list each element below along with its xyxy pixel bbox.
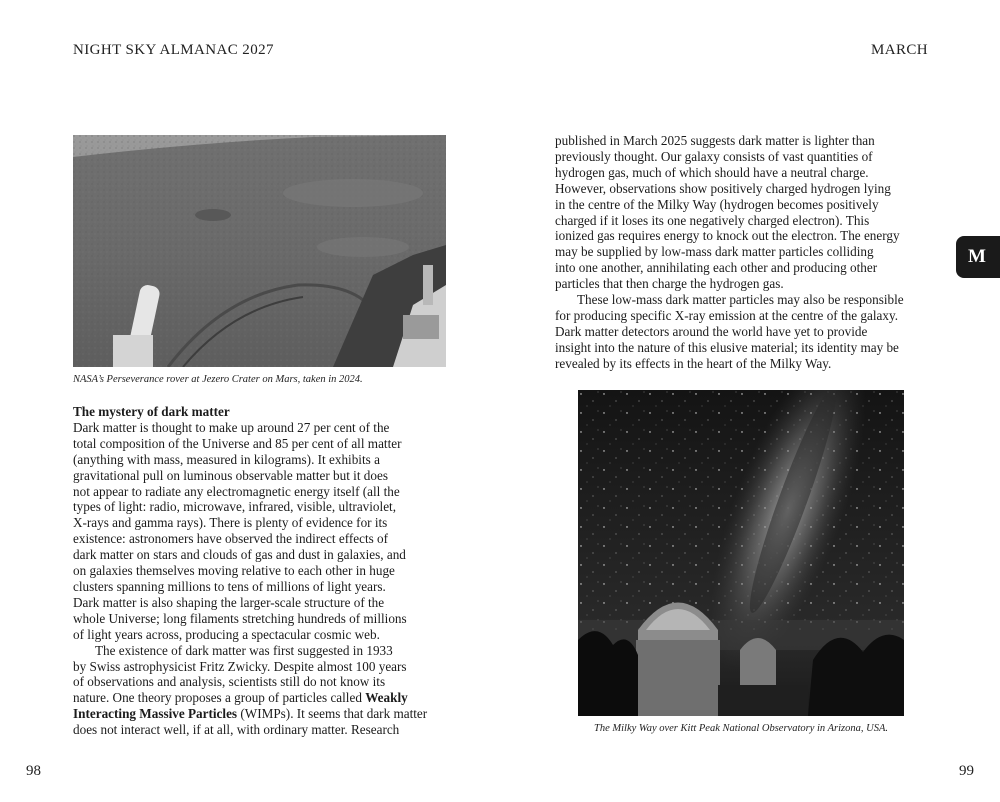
text-line: revealed by its effects in the heart of the Milky Way. bbox=[555, 355, 832, 371]
text-line: existence: astronomers have observed the indirect effects of bbox=[73, 531, 389, 547]
milky-way-photo bbox=[578, 390, 904, 716]
paragraph-1 bbox=[73, 420, 453, 643]
figure-caption-mars: NASA’s Perseverance rover at Jezero Crater on Mars, taken in 2024. bbox=[73, 374, 363, 385]
text-line: clusters spanning millions to tens of millions of light years. bbox=[73, 578, 386, 594]
page-number-left: 98 bbox=[26, 763, 41, 779]
chapter-thumb-tab: M bbox=[956, 236, 1000, 278]
text-run: nature. One theory proposes a group of particles called bbox=[73, 690, 366, 706]
text-line: may be supplied by low-mass dark matter particles colliding bbox=[555, 244, 874, 260]
mars-rover-photo bbox=[73, 135, 446, 367]
text-line: by Swiss astrophysicist Fritz Zwicky. Despite almost 100 years bbox=[73, 658, 407, 674]
text-line: (anything with mass, measured in kilograms). It exhibits a bbox=[73, 451, 380, 467]
text-line: total composition of the Universe and 85 per cent of all matter bbox=[73, 435, 402, 451]
text-line: published in March 2025 suggests dark matter is lighter than bbox=[555, 133, 875, 148]
text-line: charged if it loses its one negatively charged electron). This bbox=[555, 212, 870, 228]
running-head-right: MARCH bbox=[870, 42, 928, 58]
text-line: hydrogen gas, much of which should have a neutral charge. bbox=[555, 164, 869, 180]
text-line: ionized gas requires energy to knock out the electron. The energy bbox=[555, 228, 900, 244]
text-line: Dark matter is thought to make up around 27 per cent of the bbox=[73, 419, 390, 435]
text-line: particles that then charge the hydrogen gas. bbox=[555, 276, 784, 292]
right-page bbox=[500, 0, 1000, 802]
page-number-right: 99 bbox=[959, 763, 974, 779]
text-line: whole Universe; long filaments stretching hundreds of millions bbox=[73, 610, 407, 626]
paragraph-2 bbox=[73, 643, 453, 738]
text-line: dark matter on stars and clouds of gas and dust in galaxies, and bbox=[73, 547, 406, 563]
text-line: These low-mass dark matter particles may also be responsible bbox=[577, 292, 904, 308]
left-body-text bbox=[73, 404, 453, 738]
paragraph-3 bbox=[555, 133, 935, 292]
text-line: of light years across, producing a spectacular cosmic web. bbox=[73, 626, 380, 642]
text-line: does not interact well, if at all, with ordinary matter. Research bbox=[73, 722, 400, 738]
text-line: gravitational pull on luminous observable matter but it does bbox=[73, 467, 388, 483]
text-line bbox=[73, 706, 453, 722]
text-line: insight into the nature of this elusive material; its identity may be bbox=[555, 339, 899, 355]
text-line: on galaxies themselves moving relative to each other in huge bbox=[73, 563, 395, 579]
bold-term: Weakly bbox=[365, 690, 408, 706]
text-line: for producing specific X-ray emission at the centre of the galaxy. bbox=[555, 307, 898, 323]
text-line: Dark matter is also shaping the larger-scale structure of the bbox=[73, 594, 385, 610]
text-line: Dark matter detectors around the world have yet to provide bbox=[555, 323, 868, 339]
figure-caption-milky-way: The Milky Way over Kitt Peak National Observatory in Arizona, USA. bbox=[594, 723, 888, 734]
running-head-left: NIGHT SKY ALMANAC 2027 bbox=[73, 42, 274, 58]
text-line: X-rays and gamma rays). There is plenty of evidence for its bbox=[73, 515, 388, 531]
text-line: The existence of dark matter was first suggested in 1933 bbox=[95, 642, 393, 658]
text-line: of observations and analysis, scientists still do not know its bbox=[73, 674, 386, 690]
text-line: not appear to radiate any electromagnetic energy itself (all the bbox=[73, 483, 400, 499]
text-line: in the centre of the Milky Way (hydrogen becomes positively bbox=[555, 196, 879, 212]
text-line: previously thought. Our galaxy consists of vast quantities of bbox=[555, 148, 873, 164]
text-line: However, observations show positively charged hydrogen lying bbox=[555, 180, 891, 196]
section-heading: The mystery of dark matter bbox=[73, 404, 230, 419]
paragraph-4 bbox=[555, 292, 935, 372]
text-line bbox=[73, 690, 453, 706]
bold-term: Interacting Massive Particles bbox=[73, 706, 238, 722]
text-line: into one another, annihilating each other and producing other bbox=[555, 260, 878, 276]
text-line: types of light: radio, microwave, infrared, visible, ultraviolet, bbox=[73, 499, 397, 515]
text-run: (WIMPs). It seems that dark matter bbox=[237, 706, 428, 722]
right-body-text bbox=[555, 133, 935, 372]
